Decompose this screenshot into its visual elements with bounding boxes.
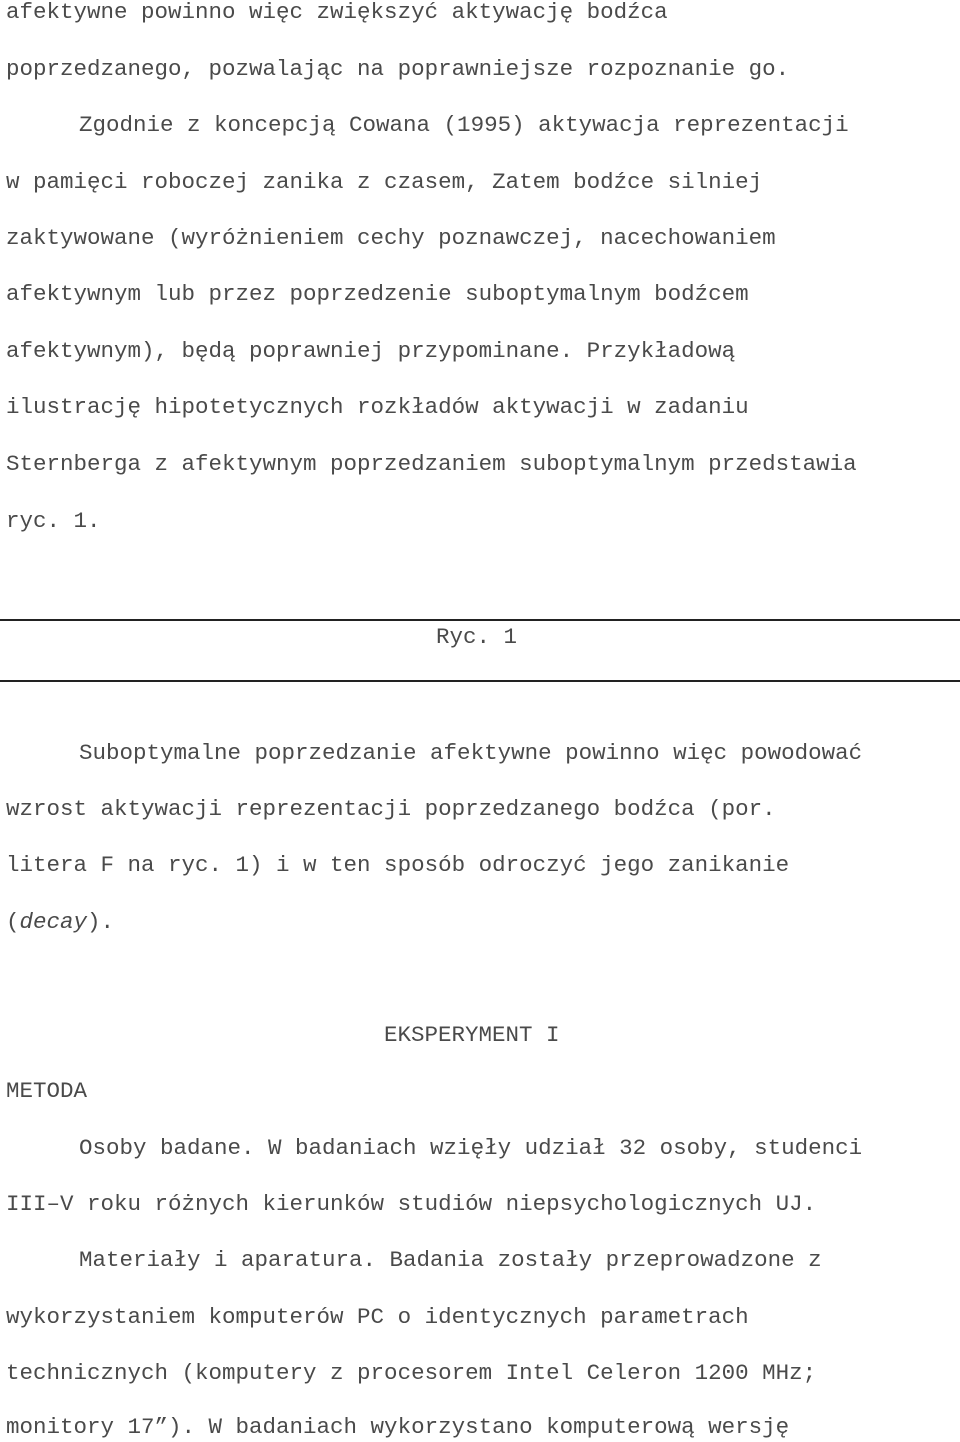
- figure-caption: Ryc. 1: [436, 624, 518, 650]
- text-line: Zgodnie z koncepcją Cowana (1995) aktywacja reprezentacji: [79, 112, 849, 138]
- text-line: monitory 17”). W badaniach wykorzystano komputerową wersję: [6, 1414, 790, 1440]
- text-line: w pamięci roboczej zanika z czasem, Zatem bodźce silniej: [6, 169, 763, 195]
- text-line: III–V roku różnych kierunków studiów niepsychologicznych UJ.: [6, 1191, 817, 1217]
- section-title: EKSPERYMENT I: [384, 1022, 560, 1048]
- subsection-title: METODA: [6, 1078, 88, 1104]
- text-line: Sternberga z afektywnym poprzedzaniem suboptymalnym przedstawia: [6, 451, 857, 477]
- text-line: afektywnym lub przez poprzedzenie suboptymalnym bodźcem: [6, 281, 749, 307]
- text-line: poprzedzanego, pozwalając na poprawniejsze rozpoznanie go.: [6, 56, 790, 82]
- text-line: litera F na ryc. 1) i w ten sposób odroczyć jego zanikanie: [6, 852, 790, 878]
- text-line: Osoby badane. W badaniach wzięły udział 32 osoby, studenci: [79, 1135, 863, 1161]
- text-line: technicznych (komputery z procesorem Intel Celeron 1200 MHz;: [6, 1360, 817, 1386]
- figure-top-rule: [0, 619, 960, 621]
- text-line: (decay).: [6, 909, 115, 935]
- text-line: Materiały i aparatura. Badania zostały przeprowadzone z: [79, 1247, 822, 1273]
- text-line: Suboptymalne poprzedzanie afektywne powinno więc powodować: [79, 740, 863, 766]
- text-line: ryc. 1.: [6, 508, 101, 534]
- text-line: wykorzystaniem komputerów PC o identycznych parametrach: [6, 1304, 749, 1330]
- text-line: ilustrację hipotetycznych rozkładów aktywacji w zadaniu: [6, 394, 749, 420]
- text-line: afektywne powinno więc zwiększyć aktywację bodźca: [6, 0, 668, 25]
- text-line: zaktywowane (wyróżnieniem cechy poznawczej, nacechowaniem: [6, 225, 776, 251]
- figure-bottom-rule: [0, 680, 960, 682]
- text-line: wzrost aktywacji reprezentacji poprzedzanego bodźca (por.: [6, 796, 776, 822]
- italic-term: decay: [19, 909, 88, 935]
- text-line: afektywnym), będą poprawniej przypominane. Przykładową: [6, 338, 736, 364]
